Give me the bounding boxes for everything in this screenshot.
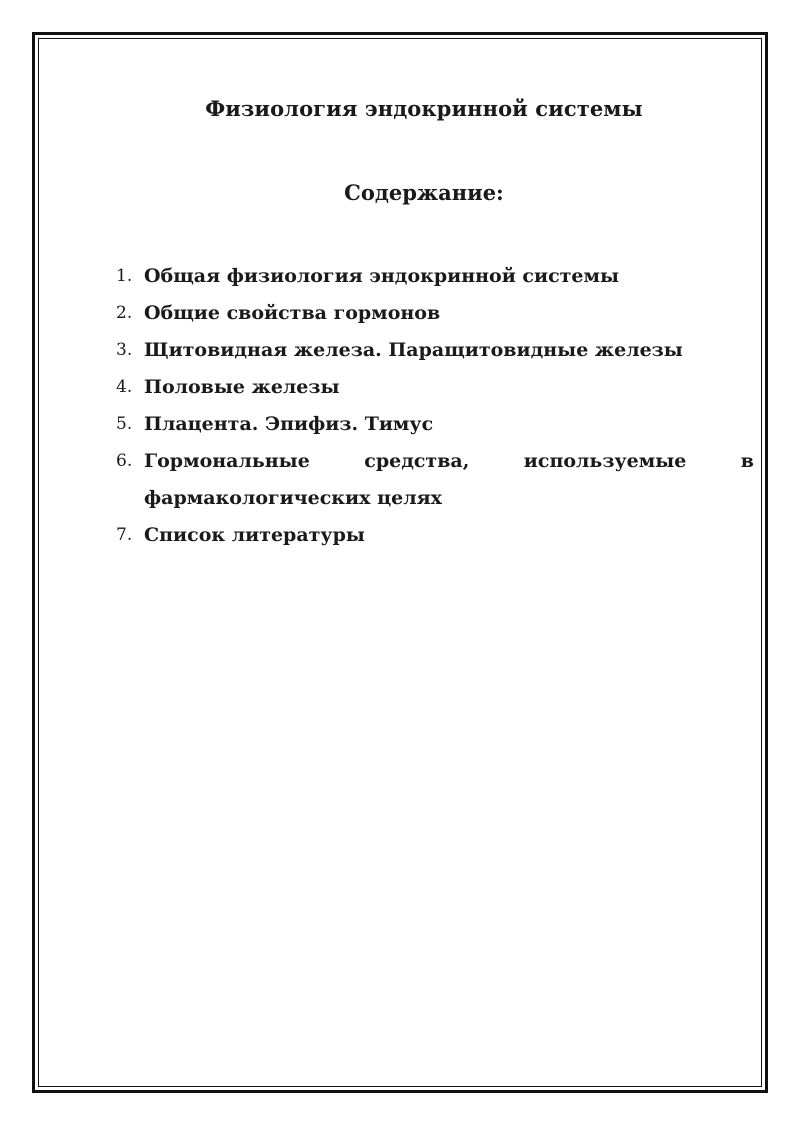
toc-item-6 [116, 443, 754, 517]
toc-text: Плацента. Эпифиз. Тимус [144, 413, 434, 435]
toc-number: 2. [116, 303, 133, 323]
toc-item-4 [116, 369, 754, 406]
toc-item-3 [116, 332, 754, 369]
toc-text: Гормональные средства, используемые в фармакологических целях [144, 450, 754, 509]
toc-item-7 [116, 517, 754, 554]
toc-text: Щитовидная железа. Паращитовидные железы [144, 339, 683, 361]
toc-number: 5. [116, 414, 133, 434]
toc-number: 7. [116, 525, 133, 545]
document-title: Физиология эндокринной системы [205, 96, 643, 121]
toc-number: 3. [116, 340, 133, 360]
toc-item-1 [116, 258, 754, 295]
toc-number: 1. [116, 266, 133, 286]
toc-text: Общая физиология эндокринной системы [144, 265, 620, 287]
toc-number: 6. [116, 451, 133, 471]
toc-text: Половые железы [144, 376, 340, 398]
toc-number: 4. [116, 377, 133, 397]
toc-item-5 [116, 406, 754, 443]
toc-text: Общие свойства гормонов [144, 302, 441, 324]
contents-heading: Содержание: [344, 180, 504, 205]
table-of-contents [116, 258, 754, 554]
toc-item-2 [116, 295, 754, 332]
toc-text: Список литературы [144, 524, 365, 546]
